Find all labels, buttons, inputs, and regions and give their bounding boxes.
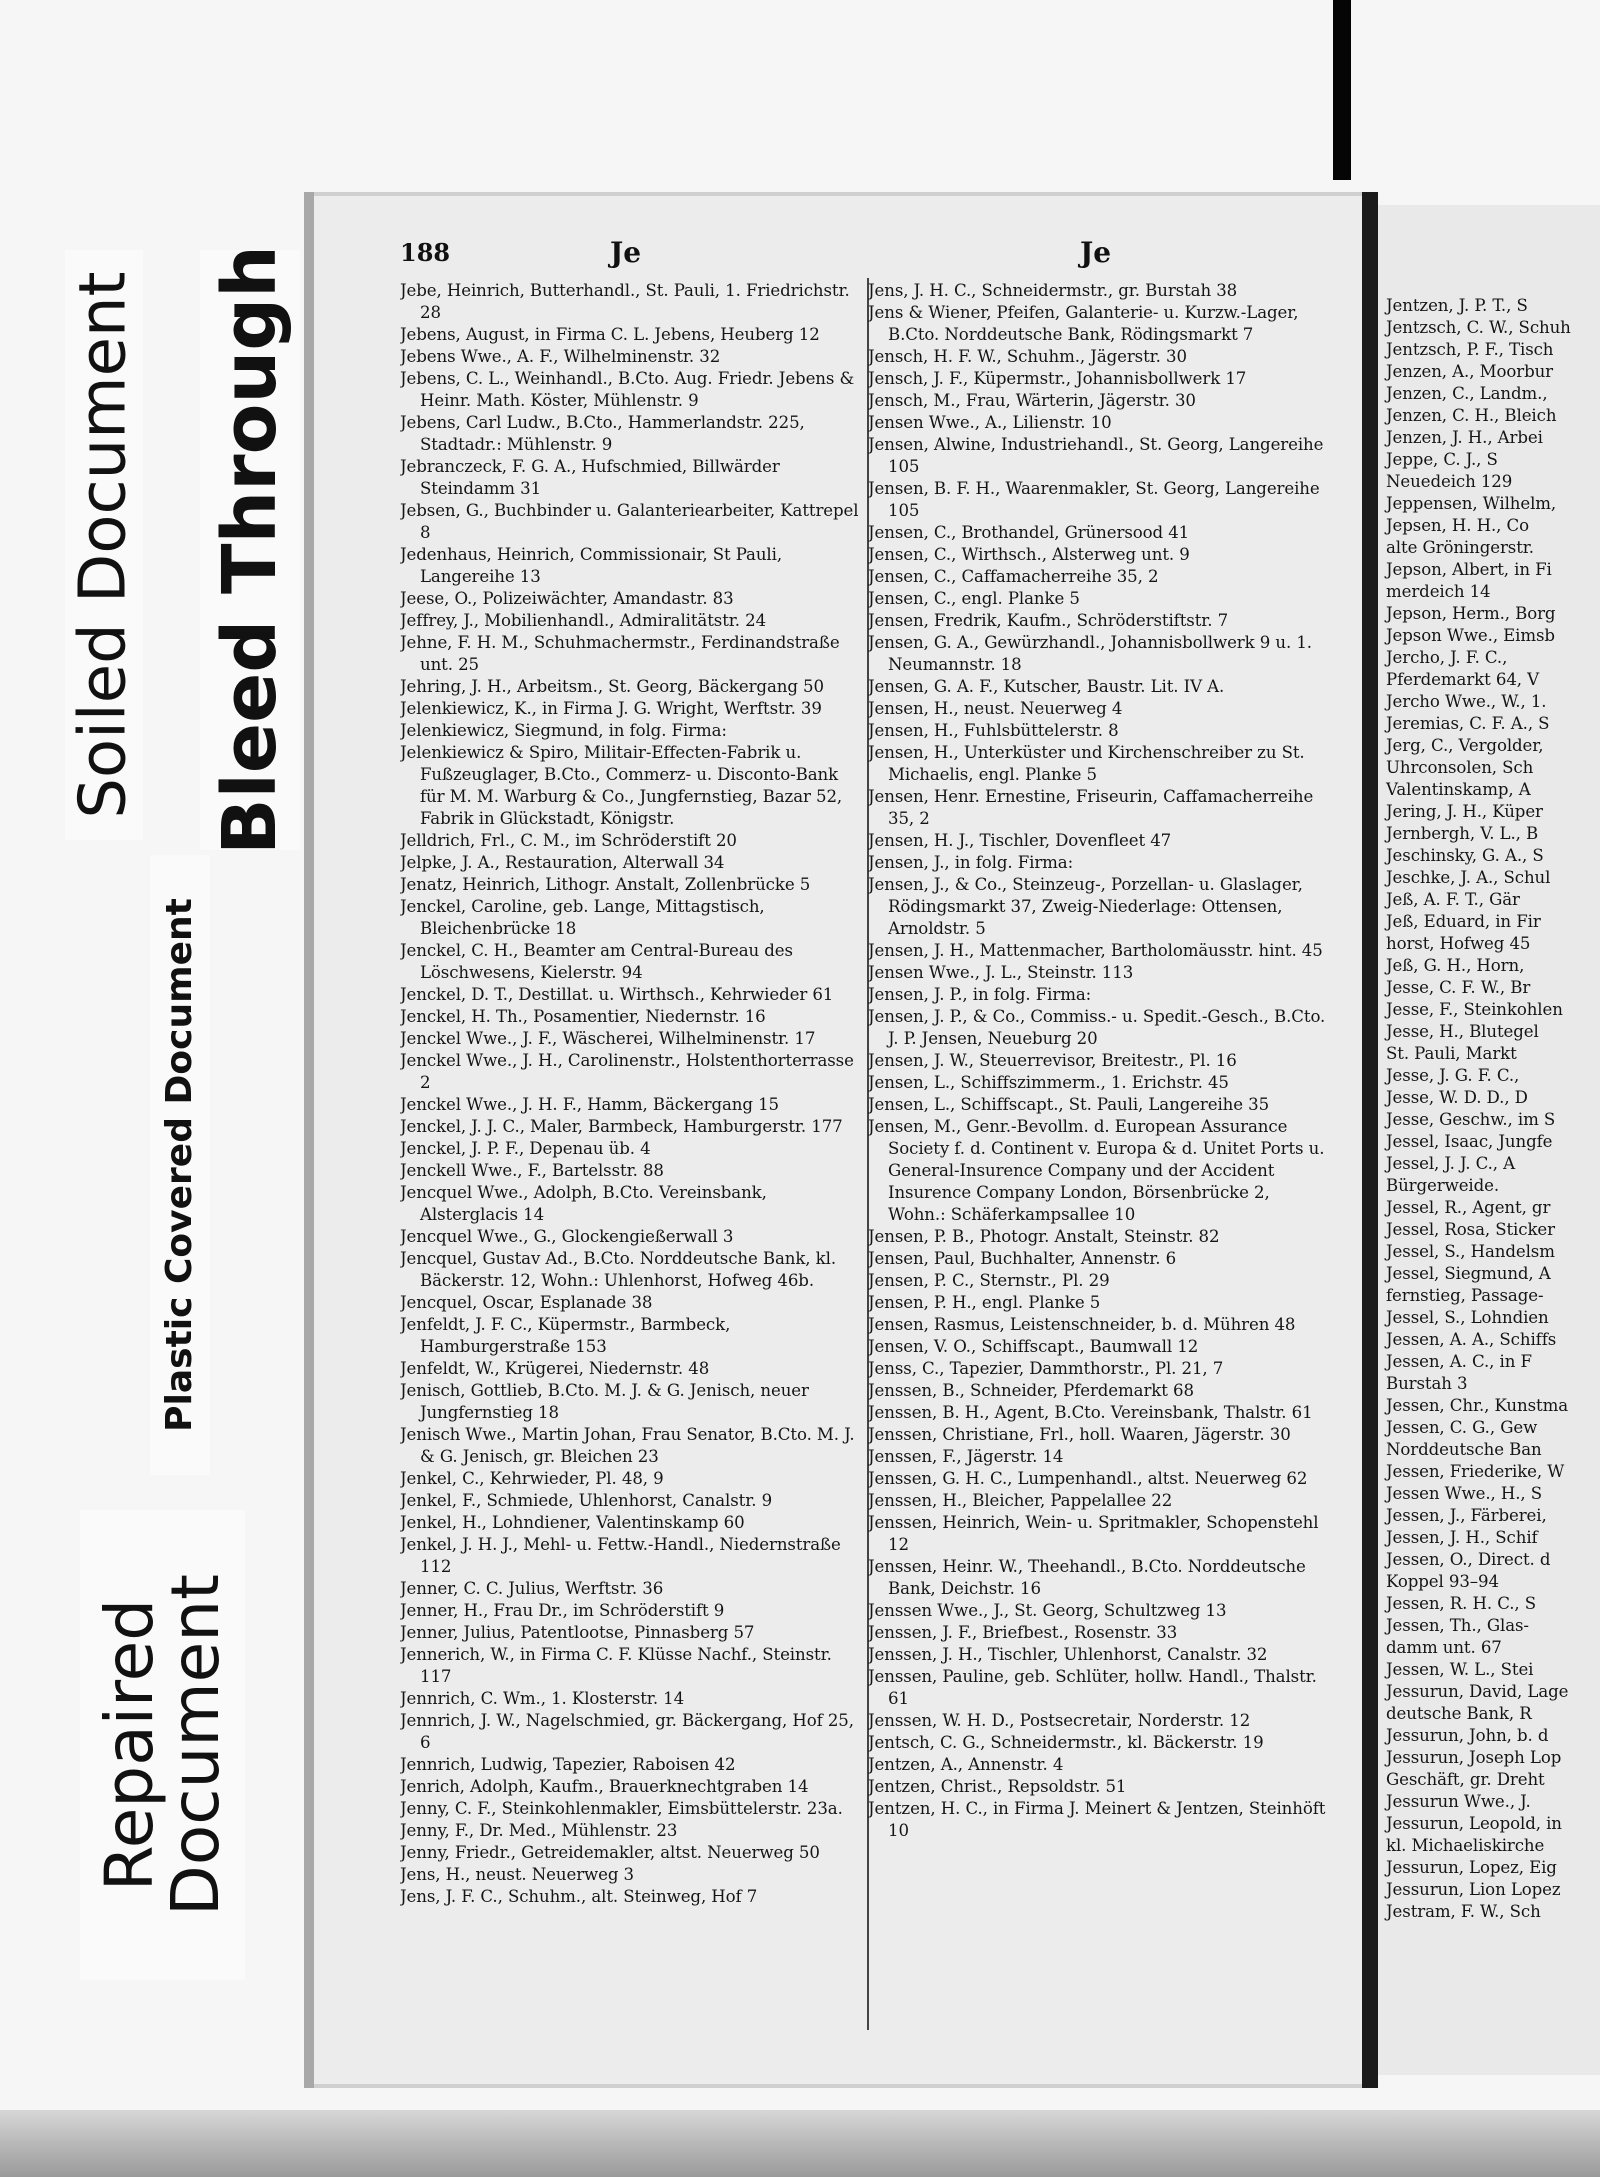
directory-entry: Jensen, Alwine, Industriehandl., St. Georg, Langereihe 105 bbox=[868, 435, 1324, 476]
directory-entry: Jentsch, C. G., Schneidermstr., kl. Bäckerstr. 19 bbox=[868, 1733, 1264, 1752]
binder-bar bbox=[1333, 0, 1351, 180]
directory-entry: Jelenkiewicz, Siegmund, in folg. Firma: bbox=[400, 721, 727, 740]
directory-entry: Jesse, W. D. D., D bbox=[1386, 1088, 1528, 1107]
directory-entry: Jercho, J. F. C., bbox=[1386, 648, 1508, 667]
directory-entry: Jenssen, Heinrich, Wein- u. Spritmakler, Schopenstehl 12 bbox=[868, 1513, 1319, 1554]
directory-entry: Jensen, H., Fuhlsbüttelerstr. 8 bbox=[868, 721, 1119, 740]
directory-entry: Jeese, O., Polizeiwächter, Amandastr. 83 bbox=[400, 589, 734, 608]
directory-entry: Jenner, H., Frau Dr., im Schröderstift 9 bbox=[400, 1601, 725, 1620]
directory-entry: Jenssen, B. H., Agent, B.Cto. Vereinsbank, Thalstr. 61 bbox=[868, 1403, 1313, 1422]
directory-entry: Jennerich, W., in Firma C. F. Klüsse Nachf., Steinstr. 117 bbox=[400, 1645, 832, 1686]
directory-entry: Jens, J. H. C., Schneidermstr., gr. Burstah 38 bbox=[868, 281, 1238, 300]
directory-entry: Jensen, L., Schiffscapt., St. Pauli, Langereihe 35 bbox=[868, 1095, 1270, 1114]
directory-entry: Geschäft, gr. Dreht bbox=[1386, 1770, 1545, 1789]
left-column bbox=[400, 280, 862, 1908]
facing-page-column bbox=[1378, 205, 1600, 1923]
directory-entry: Jenssen, Heinr. W., Theehandl., B.Cto. Norddeutsche Bank, Deichstr. 16 bbox=[868, 1557, 1306, 1598]
directory-entry: Jenfeldt, J. F. C., Küpermstr., Barmbeck, Hamburgerstraße 153 bbox=[400, 1315, 731, 1356]
directory-entry: St. Pauli, Markt bbox=[1386, 1044, 1517, 1063]
directory-entry: Jensen, H. J., Tischler, Dovenfleet 47 bbox=[868, 831, 1172, 850]
directory-entry: Jenkel, F., Schmiede, Uhlenhorst, Canalstr. 9 bbox=[400, 1491, 773, 1510]
directory-entry: Jensen Wwe., J. L., Steinstr. 113 bbox=[868, 963, 1134, 982]
directory-entry: Jesse, H., Blutegel bbox=[1386, 1022, 1539, 1041]
directory-entry: Jensen, J., & Co., Steinzeug-, Porzellan- u. Glaslager, Rödingsmarkt 37, Zweig-Niederlage: Ottensen, Arnoldstr. 5 bbox=[868, 875, 1303, 938]
directory-entry: Jenkel, H., Lohndiener, Valentinskamp 60 bbox=[400, 1513, 745, 1532]
page-edge bbox=[304, 192, 314, 2088]
directory-entry: Jenckel Wwe., J. H. F., Hamm, Bäckergang 15 bbox=[400, 1095, 779, 1114]
directory-entry: Jens, J. F. C., Schuhm., alt. Steinweg, Hof 7 bbox=[400, 1887, 758, 1906]
directory-entry: Jenisch Wwe., Martin Johan, Frau Senator, B.Cto. M. J. & G. Jenisch, gr. Bleichen 23 bbox=[400, 1425, 855, 1466]
directory-entry: Jensen, J. W., Steuerrevisor, Breitestr., Pl. 16 bbox=[868, 1051, 1237, 1070]
page-number: 188 bbox=[400, 238, 451, 267]
directory-entry: Jentzsch, C. W., Schuh bbox=[1386, 318, 1571, 337]
directory-entry: Jentzen, H. C., in Firma J. Meinert & Jentzen, Steinhöft 10 bbox=[868, 1799, 1326, 1840]
directory-entry: Jenner, C. C. Julius, Werftstr. 36 bbox=[400, 1579, 664, 1598]
directory-entry: Jesse, J. G. F. C., bbox=[1386, 1066, 1520, 1085]
directory-entry: merdeich 14 bbox=[1386, 582, 1491, 601]
directory-entry: Jebsen, G., Buchbinder u. Galanteriearbeiter, Kattrepel 8 bbox=[400, 501, 859, 542]
directory-entry: Jenssen, J. F., Briefbest., Rosenstr. 33 bbox=[868, 1623, 1178, 1642]
directory-entry: Jessurun, Lion Lopez bbox=[1386, 1880, 1561, 1899]
directory-entry: Jenny, C. F., Steinkohlenmakler, Eimsbüttelerstr. 23a. bbox=[400, 1799, 843, 1818]
directory-entry: Jedenhaus, Heinrich, Commissionair, St Pauli, Langereihe 13 bbox=[400, 545, 783, 586]
directory-entry: Jepson, Albert, in Fi bbox=[1386, 560, 1552, 579]
directory-entry: Jenckel, Caroline, geb. Lange, Mittagstisch, Bleichenbrücke 18 bbox=[400, 897, 765, 938]
directory-entry: Jessen, W. L., Stei bbox=[1386, 1660, 1534, 1679]
directory-entry: Jeß, A. F. T., Gär bbox=[1386, 890, 1520, 909]
directory-entry: fernstieg, Passage- bbox=[1386, 1286, 1544, 1305]
directory-entry: Jentzen, J. P. T., S bbox=[1386, 296, 1528, 315]
directory-entry: Jesse, F., Steinkohlen bbox=[1386, 1000, 1563, 1019]
directory-entry: Jessen, J., Färberei, bbox=[1386, 1506, 1547, 1525]
directory-entry: Jensch, H. F. W., Schuhm., Jägerstr. 30 bbox=[868, 347, 1187, 366]
directory-entry: Jenatz, Heinrich, Lithogr. Anstalt, Zollenbrücke 5 bbox=[400, 875, 811, 894]
directory-entry: Jenrich, Adolph, Kaufm., Brauerknechtgraben 14 bbox=[400, 1777, 809, 1796]
directory-entry: Jessurun, Lopez, Eig bbox=[1386, 1858, 1557, 1877]
directory-entry: Jessel, S., Handelsm bbox=[1386, 1242, 1555, 1261]
directory-entry: horst, Hofweg 45 bbox=[1386, 934, 1531, 953]
directory-entry: Jeß, G. H., Horn, bbox=[1386, 956, 1525, 975]
directory-entry: Jenss, C., Tapezier, Dammthorstr., Pl. 21, 7 bbox=[868, 1359, 1224, 1378]
directory-entry: Jebranczeck, F. G. A., Hufschmied, Billwärder Steindamm 31 bbox=[400, 457, 780, 498]
directory-entry: Jenssen, W. H. D., Postsecretair, Norderstr. 12 bbox=[868, 1711, 1251, 1730]
document-word: Document bbox=[156, 1574, 234, 1916]
directory-entry: Jessen, O., Direct. d bbox=[1386, 1550, 1551, 1569]
directory-entry: Jehne, F. H. M., Schuhmachermstr., Ferdinandstraße unt. 25 bbox=[400, 633, 840, 674]
directory-entry: Jestram, F. W., Sch bbox=[1386, 1902, 1541, 1921]
directory-entry: Jensen, P. H., engl. Planke 5 bbox=[868, 1293, 1101, 1312]
directory-entry: Jensen, C., Brothandel, Grünersood 41 bbox=[868, 523, 1190, 542]
directory-entry: Jebens, August, in Firma C. L. Jebens, Heuberg 12 bbox=[400, 325, 820, 344]
directory-entry: Jeppe, C. J., S bbox=[1386, 450, 1498, 469]
directory-entry: Pferdemarkt 64, V bbox=[1386, 670, 1540, 689]
directory-entry: Jensen, Fredrik, Kaufm., Schröderstiftstr. 7 bbox=[868, 611, 1229, 630]
directory-entry: Jenckel, H. Th., Posamentier, Niedernstr. 16 bbox=[400, 1007, 766, 1026]
header-left: Je bbox=[610, 236, 642, 269]
directory-entry: Jenssen, B., Schneider, Pferdemarkt 68 bbox=[868, 1381, 1194, 1400]
directory-entry: Jensen, J. P., & Co., Commiss.- u. Spedit.-Gesch., B.Cto. J. P. Jensen, Neueburg 20 bbox=[868, 1007, 1326, 1048]
directory-entry: Jenzen, A., Moorbur bbox=[1386, 362, 1554, 381]
directory-entry: Jelpke, J. A., Restauration, Alterwall 34 bbox=[400, 853, 725, 872]
repaired-document-text bbox=[90, 1574, 234, 1916]
directory-entry: Jenisch, Gottlieb, B.Cto. M. J. & G. Jenisch, neuer Jungfernstieg 18 bbox=[400, 1381, 809, 1422]
directory-entry: Norddeutsche Ban bbox=[1386, 1440, 1542, 1459]
directory-entry: Jerg, C., Vergolder, bbox=[1386, 736, 1544, 755]
directory-entry: Jensen, V. O., Schiffscapt., Baumwall 12 bbox=[868, 1337, 1199, 1356]
directory-entry: Jessen, Chr., Kunstma bbox=[1386, 1396, 1568, 1415]
directory-entry: Jensen, P. B., Photogr. Anstalt, Steinstr. 82 bbox=[868, 1227, 1220, 1246]
directory-entry: Jensen, G. A. F., Kutscher, Baustr. Lit. IV A. bbox=[868, 677, 1225, 696]
directory-entry: Jenssen, Pauline, geb. Schlüter, hollw. Handl., Thalstr. 61 bbox=[868, 1667, 1317, 1708]
directory-entry: Jessen, R. H. C., S bbox=[1386, 1594, 1537, 1613]
directory-entry: Jenzen, C., Landm., bbox=[1386, 384, 1548, 403]
directory-entry: Jentzen, Christ., Repsoldstr. 51 bbox=[868, 1777, 1127, 1796]
directory-entry: Jensen, H., Unterküster und Kirchenschreiber zu St. Michaelis, engl. Planke 5 bbox=[868, 743, 1305, 784]
directory-entry: Jensen, Paul, Buchhalter, Annenstr. 6 bbox=[868, 1249, 1177, 1268]
directory-entry: Jensen, J., in folg. Firma: bbox=[868, 853, 1074, 872]
directory-entry: Jercho Wwe., W., 1. bbox=[1386, 692, 1547, 711]
directory-entry: Jessen, A. C., in F bbox=[1386, 1352, 1532, 1371]
directory-entry: Jenkel, J. H. J., Mehl- u. Fettw.-Handl., Niedernstraße 112 bbox=[400, 1535, 841, 1576]
directory-entry: Jessen, Th., Glas- bbox=[1386, 1616, 1529, 1635]
directory-entry: Jessen, A. A., Schiffs bbox=[1386, 1330, 1557, 1349]
directory-entry: Burstah 3 bbox=[1386, 1374, 1468, 1393]
directory-entry: Jensen, J. H., Mattenmacher, Bartholomäusstr. hint. 45 bbox=[868, 941, 1323, 960]
directory-entry: Jensen, G. A., Gewürzhandl., Johannisbollwerk 9 u. 1. Neumannstr. 18 bbox=[868, 633, 1312, 674]
directory-entry: Jensen, P. C., Sternstr., Pl. 29 bbox=[868, 1271, 1110, 1290]
repaired-word: Repaired bbox=[90, 1598, 168, 1892]
directory-entry: Jessurun, Joseph Lop bbox=[1386, 1748, 1562, 1767]
directory-entry: Jessen, J. H., Schif bbox=[1386, 1528, 1538, 1547]
directory-entry: Jentzsch, P. F., Tisch bbox=[1386, 340, 1554, 359]
directory-entry: Jenzen, J. H., Arbei bbox=[1386, 428, 1543, 447]
directory-entry: Jessurun, Leopold, in bbox=[1386, 1814, 1562, 1833]
directory-entry: Jensen, Henr. Ernestine, Friseurin, Caffamacherreihe 35, 2 bbox=[868, 787, 1314, 828]
directory-entry: Jessel, S., Lohndien bbox=[1386, 1308, 1549, 1327]
directory-entry: Jessen, C. G., Gew bbox=[1386, 1418, 1538, 1437]
directory-entry: alte Gröningerstr. bbox=[1386, 538, 1534, 557]
directory-entry: Jebens, Carl Ludw., B.Cto., Hammerlandstr. 225, Stadtadr.: Mühlenstr. 9 bbox=[400, 413, 805, 454]
directory-entry: Jennrich, C. Wm., 1. Klosterstr. 14 bbox=[400, 1689, 685, 1708]
header-right: Je bbox=[1080, 236, 1112, 269]
directory-entry: Jenckel, D. T., Destillat. u. Wirthsch., Kehrwieder 61 bbox=[400, 985, 834, 1004]
directory-entry: Jering, J. H., Küper bbox=[1386, 802, 1543, 821]
directory-entry: Jensen, B. F. H., Waarenmakler, St. Georg, Langereihe 105 bbox=[868, 479, 1320, 520]
scan-bottom-edge bbox=[0, 2110, 1600, 2177]
plastic-covered-text: Plastic Covered Document bbox=[159, 898, 201, 1432]
directory-entry: Jepsen, H. H., Co bbox=[1386, 516, 1529, 535]
book-spine bbox=[1362, 192, 1378, 2088]
directory-entry: Jenny, Friedr., Getreidemakler, altst. Neuerweg 50 bbox=[400, 1843, 820, 1862]
directory-entry: Jenckel, J. J. C., Maler, Barmbeck, Hamburgerstr. 177 bbox=[400, 1117, 843, 1136]
directory-entry: Jensch, M., Frau, Wärterin, Jägerstr. 30 bbox=[868, 391, 1196, 410]
directory-entry: Jenssen Wwe., J., St. Georg, Schultzweg 13 bbox=[868, 1601, 1227, 1620]
directory-entry: Jenssen, F., Jägerstr. 14 bbox=[868, 1447, 1064, 1466]
directory-entry: Jepson Wwe., Eimsb bbox=[1386, 626, 1555, 645]
directory-entry: Jeschinsky, G. A., S bbox=[1386, 846, 1544, 865]
directory-entry: Jensen, J. P., in folg. Firma: bbox=[868, 985, 1092, 1004]
directory-entry: Jernbergh, V. L., B bbox=[1386, 824, 1539, 843]
directory-entry: Jenfeldt, W., Krügerei, Niedernstr. 48 bbox=[400, 1359, 710, 1378]
directory-entry: Jenssen, Christiane, Frl., holl. Waaren, Jägerstr. 30 bbox=[868, 1425, 1291, 1444]
soiled-document-label bbox=[65, 250, 143, 840]
directory-entry: kl. Michaeliskirche bbox=[1386, 1836, 1545, 1855]
directory-entry: Jessel, Siegmund, A bbox=[1386, 1264, 1551, 1283]
plastic-covered-label bbox=[150, 855, 210, 1475]
directory-entry: Uhrconsolen, Sch bbox=[1386, 758, 1534, 777]
middle-column bbox=[868, 280, 1328, 1842]
directory-entry: Jennrich, Ludwig, Tapezier, Raboisen 42 bbox=[400, 1755, 736, 1774]
directory-entry: Jelldrich, Frl., C. M., im Schröderstift 20 bbox=[400, 831, 737, 850]
directory-entry: Jensch, J. F., Küpermstr., Johannisbollwerk 17 bbox=[868, 369, 1247, 388]
bleed-through-text: Bleed Through bbox=[207, 245, 293, 855]
directory-entry: Jepson, Herm., Borg bbox=[1386, 604, 1556, 623]
directory-entry: Jens & Wiener, Pfeifen, Galanterie- u. Kurzw.-Lager, B.Cto. Norddeutsche Bank, Rödingsmarkt 7 bbox=[868, 303, 1299, 344]
directory-entry: Jessen Wwe., H., S bbox=[1386, 1484, 1543, 1503]
directory-entry: Jenner, Julius, Patentlootse, Pinnasberg 57 bbox=[400, 1623, 755, 1642]
directory-entry: Jensen, C., Caffamacherreihe 35, 2 bbox=[868, 567, 1159, 586]
directory-entry: Jebens, C. L., Weinhandl., B.Cto. Aug. Friedr. Jebens & Heinr. Math. Köster, Mühlenstr. 9 bbox=[400, 369, 855, 410]
facing-page bbox=[1378, 205, 1600, 2075]
directory-entry: Jenckel, C. H., Beamter am Central-Bureau des Löschwesens, Kielerstr. 94 bbox=[400, 941, 793, 982]
directory-entry: Jenssen, G. H. C., Lumpenhandl., altst. Neuerweg 62 bbox=[868, 1469, 1308, 1488]
directory-entry: Jencquel, Oscar, Esplanade 38 bbox=[400, 1293, 653, 1312]
directory-entry: Jennrich, J. W., Nagelschmied, gr. Bäckergang, Hof 25, 6 bbox=[400, 1711, 854, 1752]
directory-entry: Jenckell Wwe., F., Bartelsstr. 88 bbox=[400, 1161, 664, 1180]
directory-entry: Jeppensen, Wilhelm, bbox=[1386, 494, 1557, 513]
bleed-through-label bbox=[200, 245, 300, 855]
directory-entry: Jessurun Wwe., J. bbox=[1386, 1792, 1531, 1811]
directory-entry: Jensen, H., neust. Neuerweg 4 bbox=[868, 699, 1123, 718]
directory-entry: Neuedeich 129 bbox=[1386, 472, 1513, 491]
directory-entry: Jessurun, David, Lage bbox=[1386, 1682, 1569, 1701]
directory-entry: Jensen, C., engl. Planke 5 bbox=[868, 589, 1080, 608]
directory-entry: Jenssen, J. H., Tischler, Uhlenhorst, Canalstr. 32 bbox=[868, 1645, 1268, 1664]
directory-entry: damm unt. 67 bbox=[1386, 1638, 1502, 1657]
directory-entry: Valentinskamp, A bbox=[1386, 780, 1531, 799]
directory-entry: Jencquel Wwe., G., Glockengießerwall 3 bbox=[400, 1227, 734, 1246]
directory-entry: Jeß, Eduard, in Fir bbox=[1386, 912, 1541, 931]
directory-entry: Koppel 93–94 bbox=[1386, 1572, 1499, 1591]
directory-entry: Jelenkiewicz, K., in Firma J. G. Wright, Werftstr. 39 bbox=[400, 699, 822, 718]
directory-entry: Jenssen, H., Bleicher, Pappelallee 22 bbox=[868, 1491, 1173, 1510]
directory-entry: Jensen, Rasmus, Leistenschneider, b. d. Mühren 48 bbox=[868, 1315, 1296, 1334]
directory-entry: Jeffrey, J., Mobilienhandl., Admiralitätstr. 24 bbox=[400, 611, 767, 630]
directory-entry: Jessel, Isaac, Jungfe bbox=[1386, 1132, 1553, 1151]
directory-entry: Jehring, J. H., Arbeitsm., St. Georg, Bäckergang 50 bbox=[400, 677, 824, 696]
directory-entry: Jensen Wwe., A., Lilienstr. 10 bbox=[868, 413, 1112, 432]
soiled-document-text: Soiled Document bbox=[67, 271, 141, 819]
directory-entry: Jesse, Geschw., im S bbox=[1386, 1110, 1556, 1129]
directory-entry: Bürgerweide. bbox=[1386, 1176, 1500, 1195]
directory-entry: Jenkel, C., Kehrwieder, Pl. 48, 9 bbox=[400, 1469, 664, 1488]
directory-entry: Jessel, Rosa, Sticker bbox=[1386, 1220, 1555, 1239]
directory-entry: Jentzen, A., Annenstr. 4 bbox=[868, 1755, 1064, 1774]
directory-entry: Jeremias, C. F. A., S bbox=[1386, 714, 1550, 733]
directory-entry: Jebe, Heinrich, Butterhandl., St. Pauli, 1. Friedrichstr. 28 bbox=[400, 281, 850, 322]
directory-entry: Jencquel Wwe., Adolph, B.Cto. Vereinsbank, Alsterglacis 14 bbox=[400, 1183, 767, 1224]
directory-entry: Jessel, R., Agent, gr bbox=[1386, 1198, 1551, 1217]
directory-entry: Jeschke, J. A., Schul bbox=[1386, 868, 1551, 887]
directory-entry: Jensen, L., Schiffszimmerm., 1. Erichstr. 45 bbox=[868, 1073, 1229, 1092]
directory-entry: Jensen, M., Genr.-Bevollm. d. European Assurance Society f. d. Continent v. Europa & d. Unitet Ports u. General-Insurence Company und der Accident Insurence Company London, Börsenbrücke 2, Wohn.: Schäferkampsallee 10 bbox=[868, 1117, 1325, 1224]
directory-entry: Jessen, Friederike, W bbox=[1386, 1462, 1565, 1481]
directory-entry: Jesse, C. F. W., Br bbox=[1386, 978, 1531, 997]
repaired-document-label bbox=[80, 1510, 245, 1980]
directory-entry: Jenny, F., Dr. Med., Mühlenstr. 23 bbox=[400, 1821, 678, 1840]
directory-entry: Jenckel Wwe., J. F., Wäscherei, Wilhelminenstr. 17 bbox=[400, 1029, 816, 1048]
directory-entry: Jenckel, J. P. F., Depenau üb. 4 bbox=[400, 1139, 651, 1158]
directory-entry: Jenzen, C. H., Bleich bbox=[1386, 406, 1557, 425]
directory-entry: Jenckel Wwe., J. H., Carolinenstr., Holstenthorterrasse 2 bbox=[400, 1051, 854, 1092]
directory-entry: Jens, H., neust. Neuerweg 3 bbox=[400, 1865, 635, 1884]
directory-entry: Jencquel, Gustav Ad., B.Cto. Norddeutsche Bank, kl. Bäckerstr. 12, Wohn.: Uhlenhorst, Hofweg 46b. bbox=[400, 1249, 836, 1290]
directory-entry: Jensen, C., Wirthsch., Alsterweg unt. 9 bbox=[868, 545, 1190, 564]
directory-entry: Jessel, J. J. C., A bbox=[1386, 1154, 1516, 1173]
directory-entry: deutsche Bank, R bbox=[1386, 1704, 1532, 1723]
directory-entry: Jelenkiewicz & Spiro, Militair-Effecten-Fabrik u. Fußzeuglager, B.Cto., Commerz- u. Disconto-Bank für M. M. Warburg & Co., Jungfernstieg, Bazar 52, Fabrik in Glückstadt, Königstr. bbox=[400, 743, 843, 828]
directory-entry: Jebens Wwe., A. F., Wilhelminenstr. 32 bbox=[400, 347, 721, 366]
directory-entry: Jessurun, John, b. d bbox=[1386, 1726, 1549, 1745]
